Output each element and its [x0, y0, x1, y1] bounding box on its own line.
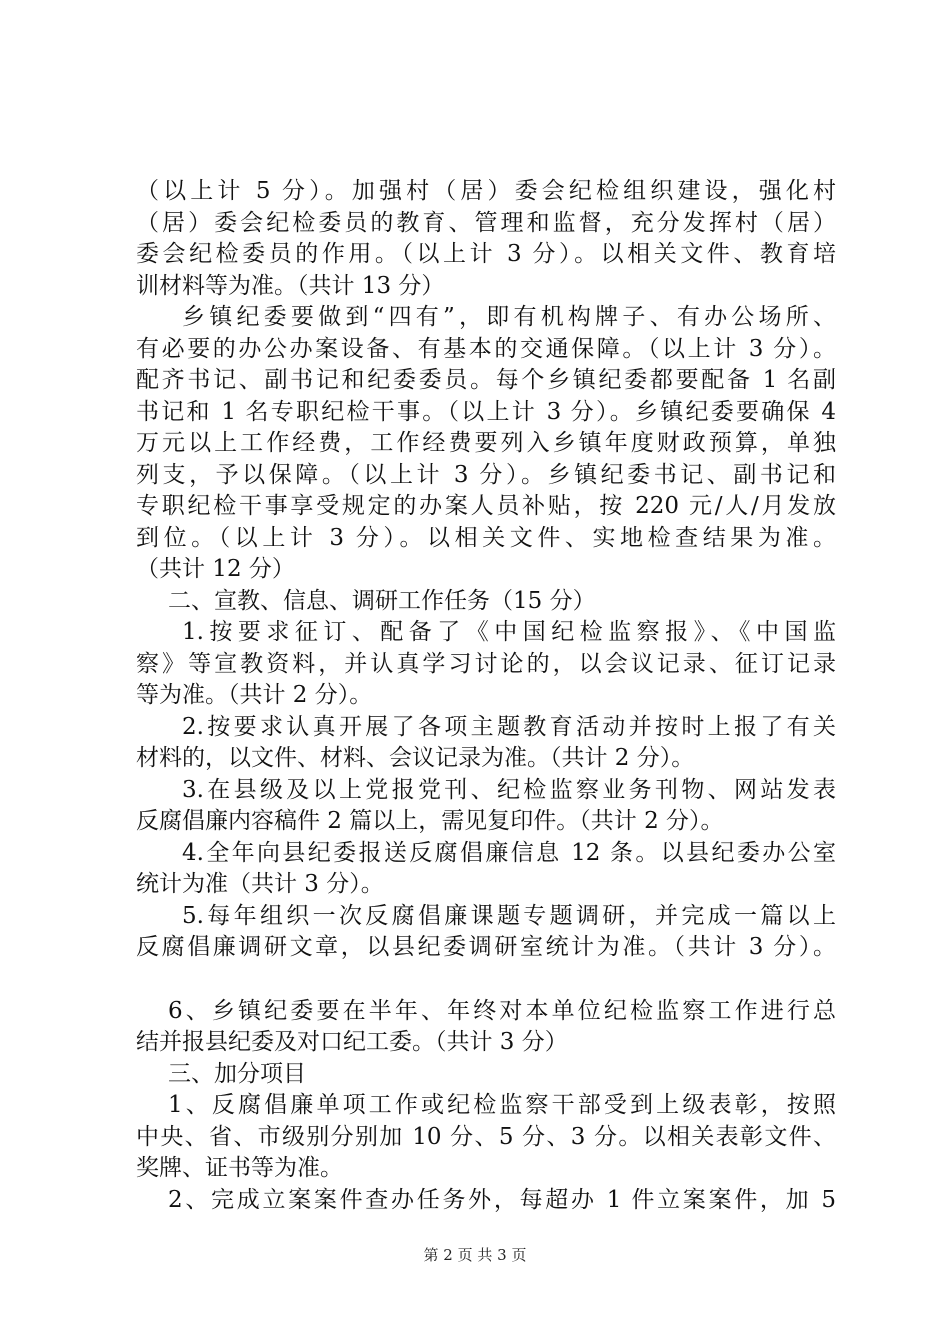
text-line: 统计为准（共计 3 分）。: [136, 871, 384, 897]
document-body: [136, 176, 836, 1216]
text-line: 4.全年向县纪委报送反腐倡廉信息 12 条。以县纪委办公室: [182, 839, 836, 866]
text-line: 1、反腐倡廉单项工作或纪检监察干部受到上级表彰，按照: [168, 1092, 836, 1118]
text-line: 6、乡镇纪委要在半年、年终对本单位纪检监察工作进行总: [168, 997, 836, 1024]
text-line: （以上计 5 分）。加强村（居）委会纪检组织建设，强化村: [136, 178, 836, 204]
text-line: 配齐书记、副书记和纪委委员。每个乡镇纪委都要配备 1 名副: [136, 367, 836, 393]
text-line: 训材料等为准。（共计 13 分）: [136, 272, 445, 299]
text-line: 中央、省、市级别分别加 10 分、5 分、3 分。以相关表彰文件、: [136, 1123, 836, 1150]
text-line: 专职纪检干事享受规定的办案人员补贴，按 220 元/人/月发放: [136, 493, 836, 519]
text-line: 结并报县纪委及对口纪工委。（共计 3 分）: [136, 1029, 568, 1055]
text-line: 反腐倡廉内容稿件 2 篇以上，需见复印件。（共计 2 分）。: [136, 808, 724, 834]
text-line: 万元以上工作经费，工作经费要列入乡镇年度财政预算，单独: [136, 430, 836, 456]
text-line: （居）委会纪检委员的教育、管理和监督，充分发挥村（居）: [136, 209, 836, 236]
text-line: 到位。（以上计 3 分）。以相关文件、实地检查结果为准。: [136, 524, 836, 551]
text-line: 乡镇纪委要做到“四有”，即有机构牌子、有办公场所、: [182, 304, 836, 330]
text-line: 2.按要求认真开展了各项主题教育活动并按时上报了有关: [182, 713, 836, 740]
text-line: 书记和 1 名专职纪检干事。（以上计 3 分）。乡镇纪委要确保 4: [136, 398, 836, 425]
text-line: 委会纪检委员的作用。（以上计 3 分）。以相关文件、教育培: [136, 241, 836, 267]
text-line: 反腐倡廉调研文章，以县纪委调研室统计为准。（共计 3 分）。: [136, 934, 836, 960]
text-line: 奖牌、证书等为准。: [136, 1155, 343, 1181]
paragraph-gap: [136, 964, 836, 996]
text-line: 5.每年组织一次反腐倡廉课题专题调研，并完成一篇以上: [182, 902, 836, 929]
page-footer: [0, 1244, 950, 1265]
text-line: 有必要的办公办案设备、有基本的交通保障。（以上计 3 分）。: [136, 335, 836, 362]
text-line: 3.在县级及以上党报党刊、纪检监察业务刊物、网站发表: [182, 776, 836, 803]
text-line: 材料的，以文件、材料、会议记录为准。（共计 2 分）。: [136, 745, 695, 771]
text-line: （共计 12 分）: [136, 556, 295, 582]
text-line: 1.按要求征订、配备了《中国纪检监察报》、《中国监: [182, 619, 836, 645]
text-line: 2、完成立案案件查办任务外，每超办 1 件立案案件，加 5: [168, 1186, 836, 1213]
page-number: 第 2 页 共 3 页: [423, 1246, 527, 1264]
section-heading: 二、宣教、信息、调研工作任务（15 分）: [168, 587, 596, 614]
text-line: 察》等宣教资料，并认真学习讨论的，以会议记录、征订记录: [136, 650, 836, 677]
text-line: 列支，予以保障。（以上计 3 分）。乡镇纪委书记、副书记和: [136, 461, 836, 488]
section-heading: 三、加分项目: [168, 1060, 306, 1087]
text-line: 等为准。（共计 2 分）。: [136, 682, 373, 708]
